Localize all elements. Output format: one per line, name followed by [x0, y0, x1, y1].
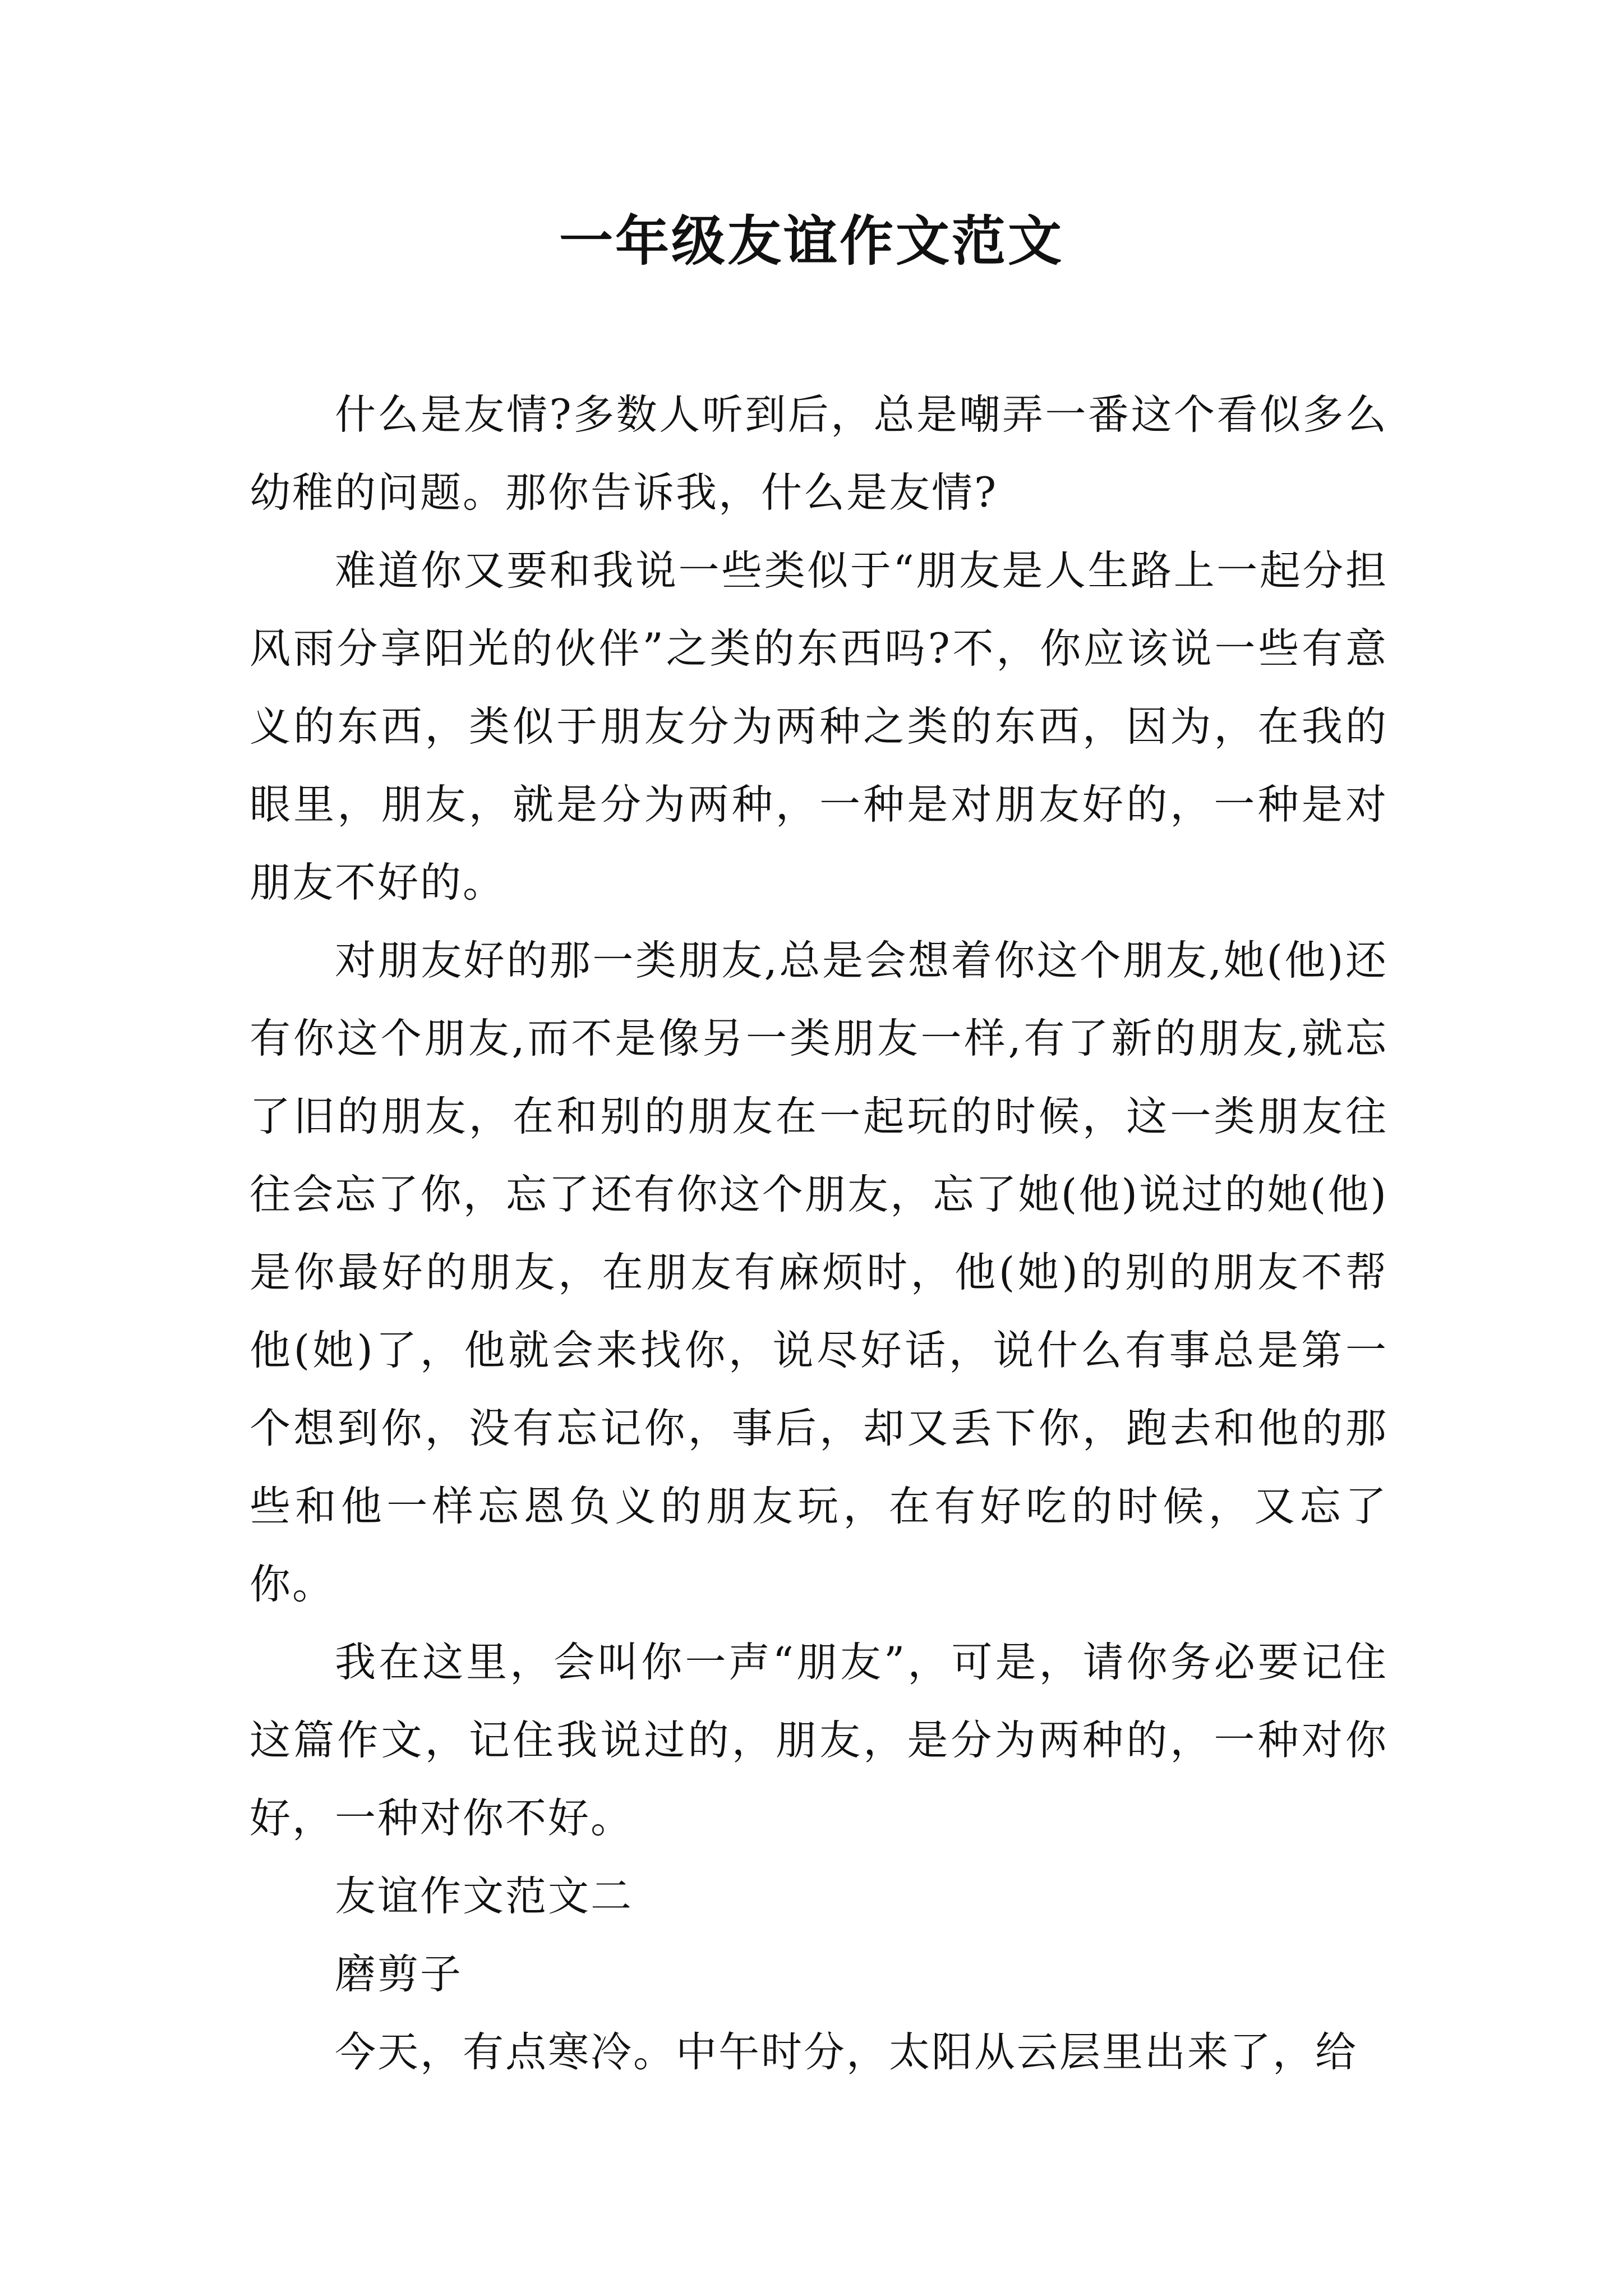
paragraph-5: 今天，有点寒冷。中午时分，太阳从云层里出来了，给: [335, 2028, 1358, 2076]
paragraph-1: 什么是友情?多数人听到后，总是嘲弄一番这个看似多么幼稚的问题。那你告诉我，什么是友情?: [250, 391, 1388, 517]
document-body: [250, 376, 1388, 2091]
section-title: 友谊作文范文二: [335, 1872, 633, 1920]
paragraph-4: 我在这里，会叫你一声“朋友”，可是，请你务必要记住这篇作文，记住我说过的，朋友，是分为两种的，一种对你好，一种对你不好。: [250, 1639, 1388, 1842]
paragraph-2: 难道你又要和我说一些类似于“朋友是人生路上一起分担风雨分享阳光的伙伴”之类的东西吗?不，你应该说一些有意义的东西，类似于朋友分为两种之类的东西，因为，在我的眼里，朋友，就是分为两种，一种是对朋友好的，一种是对朋友不好的。: [250, 547, 1388, 907]
paragraph-3: 对朋友好的那一类朋友,总是会想着你这个朋友,她(他)还有你这个朋友,而不是像另一类朋友一样,有了新的朋友,就忘了旧的朋友，在和别的朋友在一起玩的时候，这一类朋友往往会忘了你，忘了还有你这个朋友，忘了她(他)说过的她(他)是你最好的朋友，在朋友有麻烦时，他(她)的别的朋友不帮他(她)了，他就会来找你，说尽好话，说什么有事总是第一个想到你，没有忘记你，事后，却又丢下你，跑去和他的那些和他一样忘恩负义的朋友玩，在有好吃的时候，又忘了你。: [250, 937, 1388, 1608]
document-title: 一年级友谊作文范文: [559, 209, 1064, 273]
section-subtitle: 磨剪子: [335, 1950, 463, 1998]
